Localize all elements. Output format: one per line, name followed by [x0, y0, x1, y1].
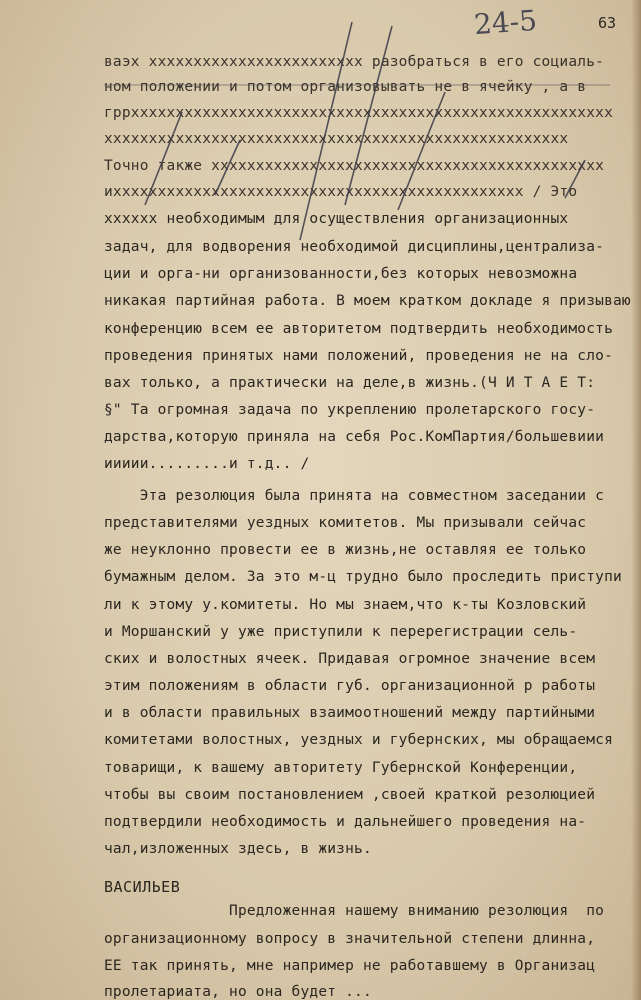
body-line: проведения принятых нами положений, проведения не на сло-	[104, 348, 613, 364]
body-line: вах только, а практически на деле,в жизнь.(Ч И Т А Е Т:	[104, 375, 596, 391]
speaker-name: ВАСИЛЬЕВ	[104, 878, 181, 896]
body-line: чал,изложенных здесь, в жизнь.	[104, 841, 372, 857]
body-line: дарства,которую приняла на себя Рос.КомПартия/большевиии	[104, 429, 605, 445]
crossed-line: ихххххххххххххххххххххххххххххххххххххххххххххх / Это	[104, 184, 578, 200]
body-line: §" Та огромная задача по укреплению пролетарского госу-	[104, 402, 596, 418]
body-line: ли к этому у.комитеты. Но мы знаем,что к-ты Козловский	[104, 597, 587, 613]
typed-page-number: 63	[598, 14, 617, 32]
crossed-line: ном положении и потом организовывать не в ячейку , а в	[104, 79, 587, 95]
body-line: подтвердили необходимость и дальнейшего проведения на-	[104, 814, 587, 830]
body-line: и в области правильных взаимоотношений между партийными	[104, 705, 596, 721]
closing-line: ЕЕ так принять, мне например не работавшему в Организац	[104, 958, 596, 974]
closing-line: пролетариата, но она будет ...	[104, 984, 372, 1000]
closing-line: Предложенная нашему вниманию резолюция по	[104, 903, 605, 919]
handwritten-page-number: 24-5	[472, 3, 538, 42]
crossed-line: Точно также хххххххххххххххххххххххххххххххххххххххххххх	[104, 158, 605, 174]
crossed-line: хххххххххххххххххххххххххххххххххххххххххххххххххххх	[104, 131, 569, 147]
body-line: хххххх необходимым для осуществления организационных	[104, 211, 569, 227]
body-line: товарищи, к вашему авторитету Губернской Конференции,	[104, 760, 578, 776]
body-line: ции и орга-ни организованности,без которых невозможна	[104, 266, 578, 282]
body-line: иииии.........и т.д.. /	[104, 456, 310, 472]
body-line: комитетами волостных, уездных и губернских, мы обращаемся	[104, 732, 613, 748]
closing-line: организационному вопросу в значительной степени длинна,	[104, 931, 596, 947]
body-line: же неуклонно провести ее в жизнь,не оставляя ее только	[104, 542, 587, 558]
body-line: и Моршанский у уже приступили к перерегистрации сель-	[104, 624, 578, 640]
body-line: этим положениям в области губ. организационной р работы	[104, 678, 596, 694]
body-line: Эта резолюция была принята на совместном заседании с	[104, 488, 605, 504]
crossed-line: ваэх хххххххххххххххххххххххх разобраться в его социаль-	[104, 54, 605, 70]
body-line: конференцию всем ее авторитетом подтвердить необходимость	[104, 321, 613, 337]
body-line: бумажным делом. За это м-ц трудно было проследить приступи	[104, 569, 622, 585]
body-line: никакая партийная работа. В моем кратком докладе я призываю	[104, 293, 631, 309]
crossed-line: гррхххххххххххххххххххххххххххххххххххххххххххххххххххххх	[104, 105, 613, 121]
body-line: ских и волостных ячеек. Придавая огромное значение всем	[104, 651, 596, 667]
body-line: задач, для водворения необходимой дисциплины,централиза-	[104, 239, 605, 255]
body-line: чтобы вы своим постановлением ,своей краткой резолюцией	[104, 787, 596, 803]
body-line: представителями уездных комитетов. Мы призывали сейчас	[104, 515, 587, 531]
